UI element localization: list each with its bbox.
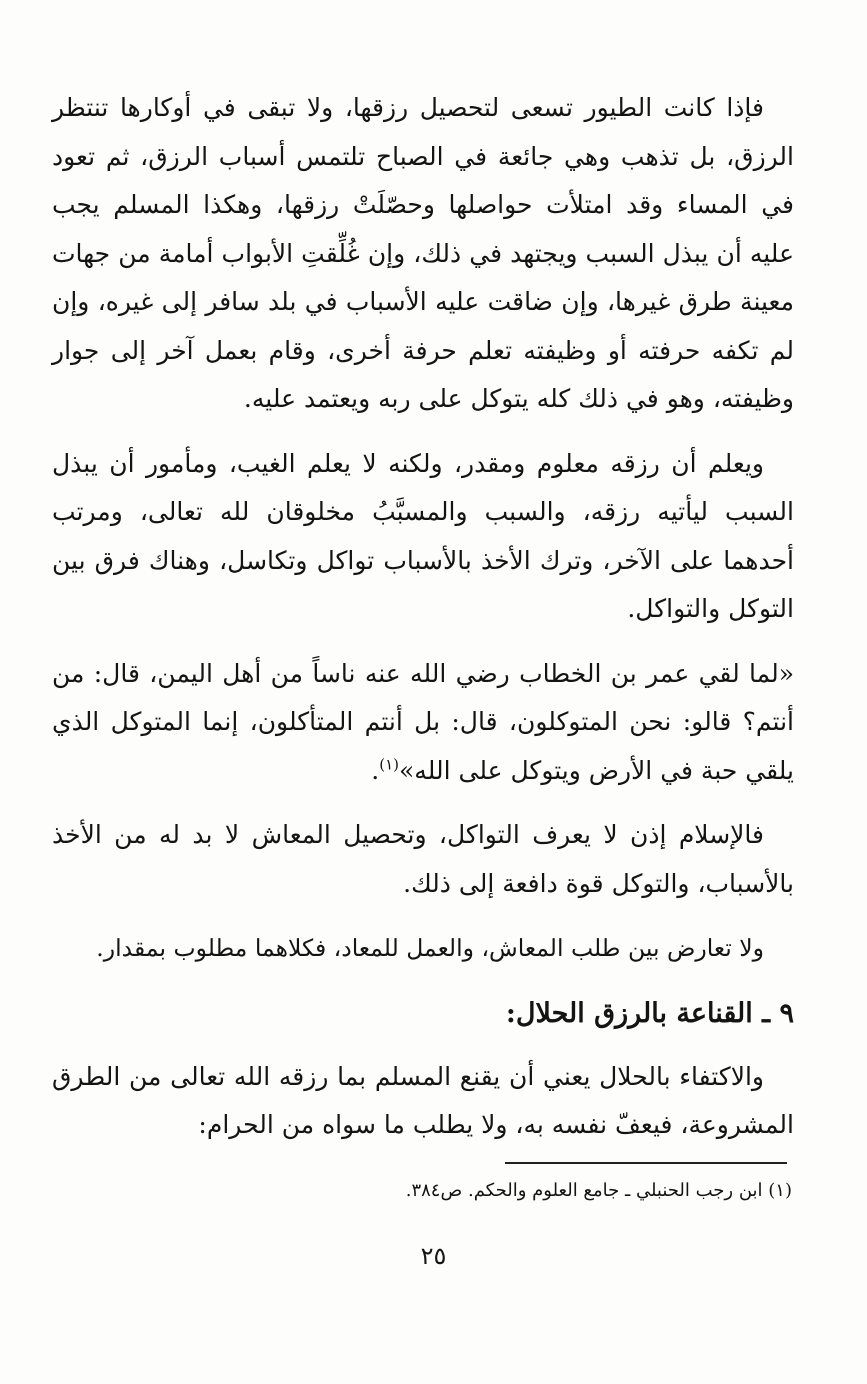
paragraph-quote bbox=[52, 650, 794, 796]
page-number: ٢٥ bbox=[420, 1242, 447, 1270]
main-text bbox=[52, 84, 794, 1166]
footnote: (١) ابن رجب الحنبلي ـ جامع العلوم والحكم. ص٣٨٤. bbox=[405, 1180, 792, 1201]
paragraph-no-conflict: ولا تعارض بين طلب المعاش، والعمل للمعاد، فكلاهما مطلوب بمقدار. bbox=[96, 934, 764, 962]
quote-text: «لما لقي عمر بن الخطاب رضي الله عنه ناساً من أهل اليمن، قال: من أنتم؟ قالو: نحن المتوكلون، قال: بل أنتم المتأكلون، إنما المتوكل الذي يلقي حبة في الأرض ويتوكل على الله» bbox=[52, 658, 794, 785]
footnote-reference[interactable]: (١) bbox=[379, 755, 400, 774]
paragraph-sustenance: ويعلم أن رزقه معلوم ومقدر، ولكنه لا يعلم الغيب، ومأمور أن يبذل السبب ليأتيه رزقه، والسبب والمسبَّبُ مخلوقان لله تعالى، ومرتب أحدهما على الآخر، وترك الأخذ بالأسباب تواكل وتكاسل، وهناك فرق بين التوكل والتواكل. bbox=[52, 448, 794, 623]
paragraph-islam: فالإسلام إذن لا يعرف التواكل، وتحصيل المعاش لا بد له من الأخذ بالأسباب، والتوكل قوة دافعة إلى ذلك. bbox=[52, 820, 794, 898]
paragraph-birds: فإذا كانت الطيور تسعى لتحصيل رزقها، ولا تبقى في أوكارها تنتظر الرزق، بل تذهب وهي جائعة في الصباح تلتمس أسباب الرزق، ثم تعود في المساء وقد امتلأت حواصلها وحصّلَتْ رزقها، وهكذا المسلم يجب عليه أن يبذل السبب ويجتهد في ذلك، وإن غُلِّقتِ الأبواب أمامة من جهات معينة طرق غيرها، وإن ضاقت عليه الأسباب في بلد سافر إلى غيره، وإن لم تكفه حرفته أو وظيفته تعلم حرفة أخرى، وقام بعمل آخر إلى جوار وظيفته، وهو في ذلك كله يتوكل على ربه ويعتمد عليه. bbox=[52, 93, 794, 413]
section-heading: ٩ ـ القناعة بالرزق الحلال: bbox=[505, 997, 794, 1029]
footnote-separator bbox=[505, 1162, 787, 1164]
paragraph-contentment: والاكتفاء بالحلال يعني أن يقنع المسلم بما رزقه الله تعالى من الطرق المشروعة، فيعفّ نفسه به، ولا يطلب ما سواه من الحرام: bbox=[52, 1061, 794, 1139]
quote-end: . bbox=[371, 755, 380, 785]
